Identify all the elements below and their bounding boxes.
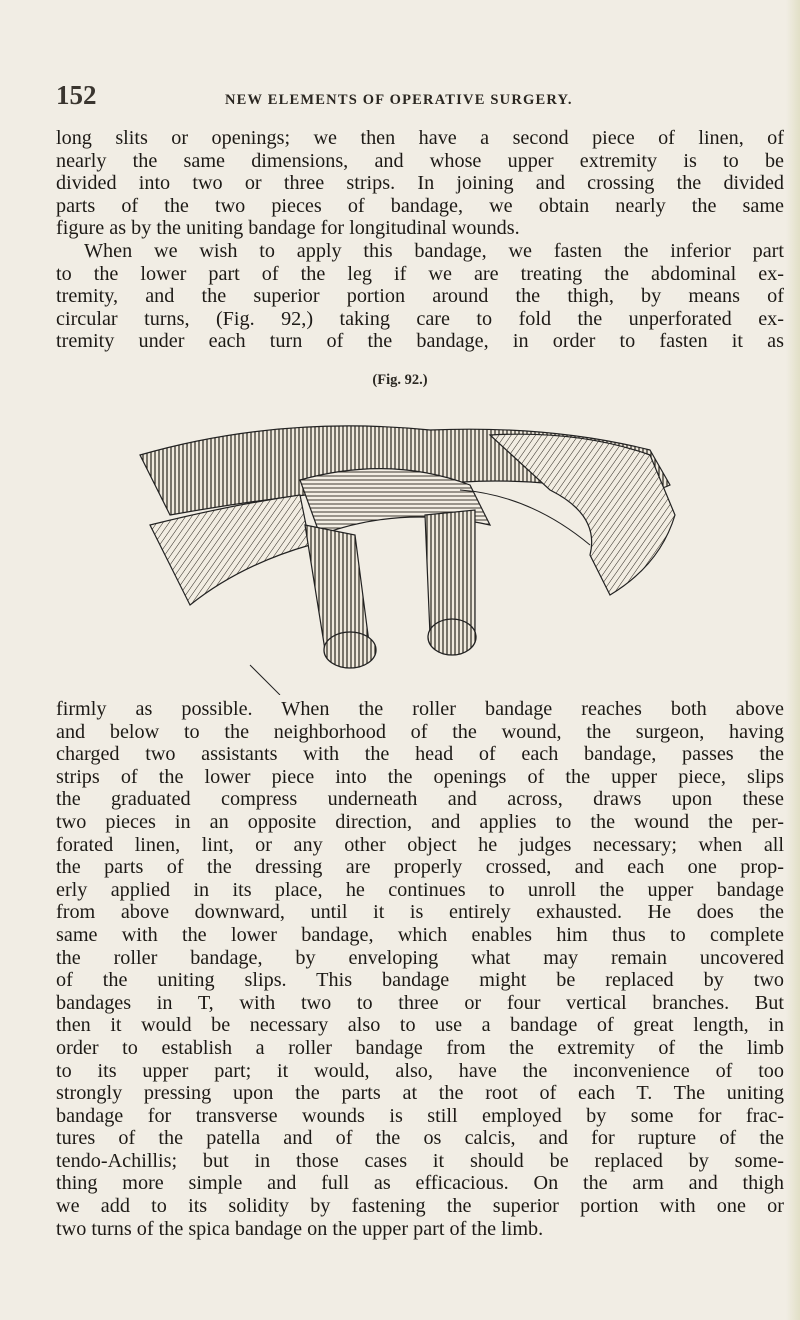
text-line: When we wish to apply this bandage, we fasten the inferior part xyxy=(84,239,784,262)
page-number: 152 xyxy=(56,80,97,110)
roller-strip-left xyxy=(305,525,370,650)
figure-caption: (Fig. 92.) xyxy=(372,372,428,388)
text-line: forated linen, lint, or any other object he judges necessary; when all xyxy=(56,833,784,856)
text-line: erly applied in its place, he continues to unroll the upper bandage xyxy=(56,878,784,901)
text-line: two turns of the spica bandage on the upper part of the limb. xyxy=(56,1217,544,1240)
text-line: the roller bandage, by enveloping what may remain uncovered xyxy=(56,946,784,969)
text-line: figure as by the uniting bandage for longitudinal wounds. xyxy=(56,217,520,240)
text-line: circular turns, (Fig. 92,) taking care to fold the unperforated ex- xyxy=(56,307,784,330)
text-line: of the uniting slips. This bandage might be replaced by two xyxy=(56,969,784,992)
roller-head-right xyxy=(428,619,476,655)
fold-line xyxy=(250,665,280,695)
text-line: long slits or openings; we then have a second piece of linen, of xyxy=(56,127,784,149)
text-line: tremity, and the superior portion around the thigh, by means of xyxy=(56,285,784,308)
text-line: order to establish a roller bandage from the extremity of the limb xyxy=(56,1036,784,1059)
text-line: tures of the patella and of the os calcis, and for rupture of the xyxy=(56,1127,784,1150)
text-line: firmly as possible. When the roller bandage reaches both above xyxy=(56,698,784,720)
text-line: then it would be necessary also to use a bandage of great length, in xyxy=(56,1014,784,1037)
text-line: same with the lower bandage, which enables him thus to complete xyxy=(56,923,784,946)
text-line: tremity under each turn of the bandage, in order to fasten it as xyxy=(56,330,784,353)
roller-head-left xyxy=(324,632,376,668)
text-line: and below to the neighborhood of the wound, the surgeon, having xyxy=(56,720,784,743)
body-text-top xyxy=(56,127,784,353)
text-line: tendo-Achillis; but in those cases it should be replaced by some- xyxy=(56,1149,784,1172)
text-line: strongly pressing upon the parts at the root of each T. The uniting xyxy=(56,1082,784,1105)
text-line: strips of the lower piece into the openings of the upper piece, slips xyxy=(56,765,784,788)
running-head: NEW ELEMENTS OF OPERATIVE SURGERY. xyxy=(225,92,573,108)
text-line: charged two assistants with the head of each bandage, passes the xyxy=(56,743,784,766)
text-line: nearly the same dimensions, and whose upper extremity is to be xyxy=(56,149,784,172)
text-line: from above downward, until it is entirely exhausted. He does the xyxy=(56,901,784,924)
text-line: bandages in T, with two to three or four vertical branches. But xyxy=(56,991,784,1014)
figure-bandage-illustration xyxy=(130,395,690,695)
text-line: bandage for transverse wounds is still employed by some for frac- xyxy=(56,1104,784,1127)
body-text-bottom xyxy=(56,698,784,1240)
text-line: parts of the two pieces of bandage, we obtain nearly the same xyxy=(56,194,784,217)
text-line: the graduated compress underneath and across, draws upon these xyxy=(56,788,784,811)
roller-strip-right xyxy=(425,510,475,635)
text-line: to its upper part; it would, also, have the inconvenience of too xyxy=(56,1059,784,1082)
text-line: thing more simple and full as efficacious. On the arm and thigh xyxy=(56,1172,784,1195)
text-line: two pieces in an opposite direction, and applies to the wound the per- xyxy=(56,810,784,833)
bandage-turns-right xyxy=(490,434,675,595)
text-line: we add to its solidity by fastening the superior portion with one or xyxy=(56,1195,784,1218)
text-line: the parts of the dressing are properly crossed, and each one prop- xyxy=(56,856,784,879)
text-line: to the lower part of the leg if we are treating the abdominal ex- xyxy=(56,262,784,285)
page-edge-shadow xyxy=(786,0,800,1320)
text-line: divided into two or three strips. In joining and crossing the divided xyxy=(56,172,784,195)
